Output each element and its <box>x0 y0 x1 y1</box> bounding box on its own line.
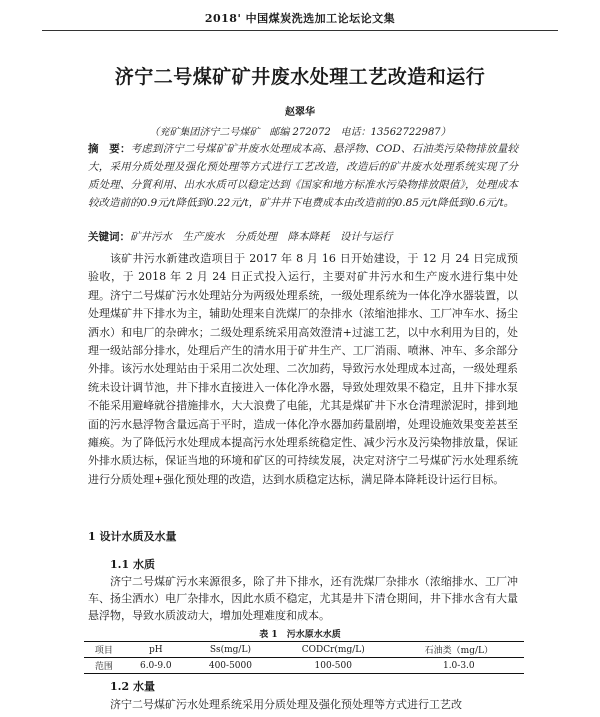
keywords <box>88 229 518 244</box>
table-cell: 6.0-9.0 <box>124 658 188 674</box>
water-quality-table <box>84 641 524 674</box>
keywords-text: 矿井污水 生产废水 分质处理 降本降耗 设计与运行 <box>130 231 393 243</box>
section-1-1-heading: 1.1 水质 <box>110 558 155 571</box>
abstract <box>88 140 518 212</box>
section-1-2-paragraph: 济宁二号煤矿污水处理系统采用分质处理及强化预处理等方式进行工艺改 <box>110 698 462 711</box>
header-rule <box>42 30 558 31</box>
paper-title: 济宁二号煤矿矿井废水处理工艺改造和运行 <box>114 66 486 88</box>
table-cell: 范围 <box>84 658 124 674</box>
table-header-cell: pH <box>124 642 188 658</box>
table-caption: 表 1 污水原水水质 <box>259 630 341 640</box>
table-row <box>84 658 524 674</box>
intro-paragraph: 该矿井污水新建改造项目于 2017 年 8 月 16 日开始建设，于 12 月 24 日完成预验收，于 2018 年 2 月 24 日正式投入运行，主要对矿井污水和生产废水进行集中处理。济宁二号煤矿污水处理站分为两级处理系统，一级处理系统为一体化净水器装置，以处理煤矿井下排水为主，辅助处理来自洗煤厂的杂排水（浓缩池排水、工厂冲车水、扬尘洒水）和电厂的杂碑水；二级处理系统采用高效澄清+过滤工艺，以中水利用为目的，处理一级站部分排水，处理后产生的清水用于矿井生产、工厂消雨、喷淋、冲车、多余部分外排。该污水处理站由于采用二次处理、二次加药，导致污水处理成本过高，一级处理系统未设计调节池，井下排水直接进入一体化净水器，导致处理效果不稳定，且井下排水泵不能采用避峰就谷措施排水，大大浪费了电能，尤其是煤矿井下水仓清理淤泥时，排到地面的污水悬浮物含量远高于平时，造成一体化净水器加药量剧增，处理设施效果变差甚至瘫痪。为了降低污水处理成本提高污水处理系统稳定性、减少污水及污染物排放量，保证外排水质达标，保证当地的环境和矿区的可持续发展，决定对济宁二号煤矿污水处理系统进行分质处理+强化预处理的改造，达到水质稳定达标，满足降本降耗设计运行目标。 <box>88 252 518 486</box>
section-1-2-heading: 1.2 水量 <box>110 680 155 693</box>
table-header-cell: 石油类（mg/L） <box>394 642 524 658</box>
table-cell: 1.0-3.0 <box>394 658 524 674</box>
table-header-cell: Ss(mg/L) <box>188 642 273 658</box>
table-cell: 400-5000 <box>188 658 273 674</box>
keywords-label: 关键词： <box>88 231 130 243</box>
author-affiliation: （兖矿集团济宁二号煤矿 邮编 272072 电话：13562722987） <box>149 127 451 138</box>
section-1-heading: 1 设计水质及水量 <box>88 530 177 543</box>
running-header: 2018' 中国煤炭洗选加工论坛论文集 <box>204 12 396 25</box>
section-1-1-paragraph: 济宁二号煤矿污水来源很多，除了井下排水，还有洗煤厂杂排水（浓缩排水、工厂冲车、扬尘洒水）电厂杂排水，因此水质不稳定，尤其是井下清仓期间，井下排水含有大量悬浮物，导致水质波动大，增加处理难度和成本。 <box>88 575 518 622</box>
author-name: 赵翠华 <box>285 107 315 118</box>
abstract-label: 摘 要： <box>88 143 131 155</box>
abstract-text: 考虑到济宁二号煤矿矿井废水处理成本高、悬浮物、COD、石油类污染物排放量较大，采用分质处理及强化预处理等方式进行工艺改造，改造后的矿井废水处理系统实现了分质处理、分質利用、出水水质可以稳定达到《国家和地方标准水污染物排放限值》，处理成本较改造前的0.9元/t降低到0.22元/t，矿井井下电费成本由改造前的0.85元/t降低到0.6元/t。 <box>88 143 518 209</box>
table-header-row <box>84 642 524 658</box>
table-header-cell: 项目 <box>84 642 124 658</box>
table-header-cell: CODCr(mg/L) <box>273 642 394 658</box>
table-cell: 100-500 <box>273 658 394 674</box>
